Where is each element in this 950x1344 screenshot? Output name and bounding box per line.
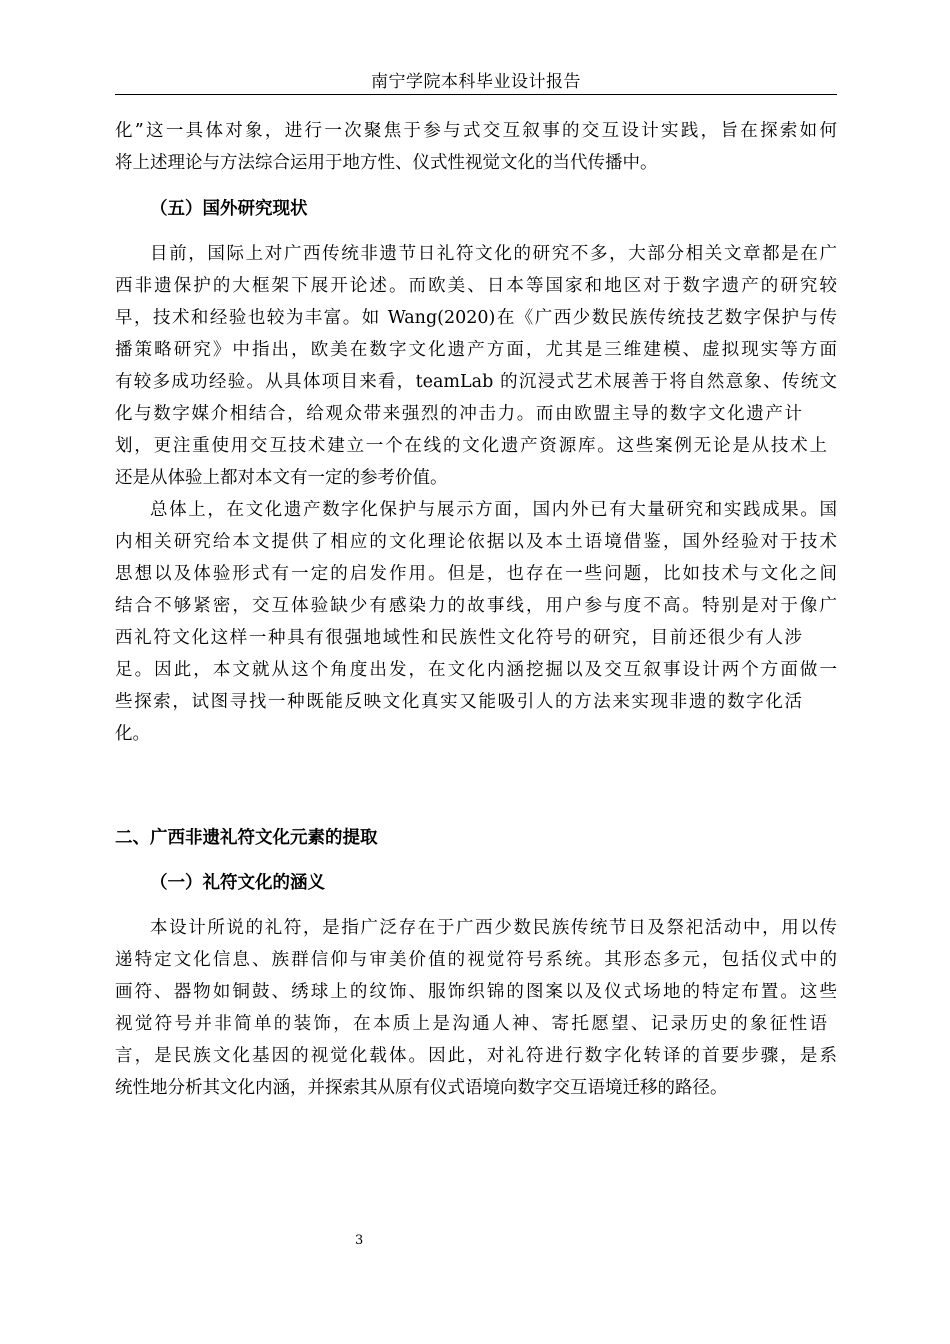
paragraph-line: 西礼符文化这样一种具有很强地域性和民族性文化符号的研究，目前还很少有人涉	[115, 628, 802, 648]
header-divider	[115, 94, 837, 95]
paragraph-line: 早，技术和经验也较为丰富。如 Wang(2020)在《广西少数民族传统技艺数字保护与传	[115, 308, 837, 328]
paragraph-line: 足。因此，本文就从这个角度出发，在文化内涵挖掘以及交互叙事设计两个方面做一	[115, 660, 837, 680]
paragraph-line: 有较多成功经验。从具体项目来看，teamLab 的沉浸式艺术展善于将自然意象、传统文	[115, 372, 837, 392]
paragraph-line: 言，是民族文化基因的视觉化载体。因此，对礼符进行数字化转译的首要步骤，是系	[115, 1046, 837, 1066]
paragraph-line: 画符、器物如铜鼓、绣球上的纹饰、服饰织锦的图案以及仪式场地的特定布置。这些	[115, 982, 837, 1002]
paragraph-line: 思想以及体验形式有一定的启发作用。但是，也存在一些问题，比如技术与文化之间	[115, 564, 837, 584]
page-header-title: 南宁学院本科毕业设计报告	[371, 72, 581, 92]
section-heading: （五）国外研究现状	[150, 199, 308, 219]
paragraph-line: 些探索，试图寻找一种既能反映文化真实又能吸引人的方法来实现非遗的数字化活	[115, 692, 802, 712]
paragraph-line: 划，更注重使用交互技术建立一个在线的文化遗产资源库。这些案例无论是从技术上	[115, 436, 827, 456]
paragraph-line: 递特定文化信息、族群信仰与审美价值的视觉符号系统。其形态多元，包括仪式中的	[115, 950, 837, 970]
paragraph-line: 化”这一具体对象，进行一次聚焦于参与式交互叙事的交互设计实践，旨在探索如何	[115, 121, 837, 141]
paragraph-line: 将上述理论与方法综合运用于地方性、仪式性视觉文化的当代传播中。	[115, 153, 658, 173]
paragraph-line: 视觉符号并非简单的装饰，在本质上是沟通人神、寄托愿望、记录历史的象征性语	[115, 1014, 827, 1034]
paragraph-line: 化与数字媒介相结合，给观众带来强烈的冲击力。而由欧盟主导的数字文化遗产计	[115, 404, 802, 424]
paragraph-line: 西非遗保护的大框架下展开论述。而欧美、日本等国家和地区对于数字遗产的研究较	[115, 276, 837, 296]
subsection-heading: （一）礼符文化的涵义	[150, 873, 325, 893]
paragraph-line: 本设计所说的礼符，是指广泛存在于广西少数民族传统节日及祭祀活动中，用以传	[150, 918, 837, 938]
page-number: 3	[355, 1233, 364, 1248]
paragraph-line: 播策略研究》中指出，欧美在数字文化遗产方面，尤其是三维建模、虚拟现实等方面	[115, 340, 837, 360]
paragraph-line: 结合不够紧密，交互体验缺少有感染力的故事线，用户参与度不高。特别是对于像广	[115, 596, 837, 616]
paragraph-line: 目前，国际上对广西传统非遗节日礼符文化的研究不多，大部分相关文章都是在广	[150, 244, 837, 264]
paragraph-line: 统性地分析其文化内涵，并探索其从原有仪式语境向数字交互语境迁移的路径。	[115, 1078, 728, 1098]
chapter-heading: 二、广西非遗礼符文化元素的提取	[115, 828, 378, 848]
paragraph-line: 化。	[115, 724, 150, 744]
paragraph-line: 总体上，在文化遗产数字化保护与展示方面，国内外已有大量研究和实践成果。国	[150, 500, 837, 520]
paragraph-line: 还是从体验上都对本文有一定的参考价值。	[115, 468, 448, 488]
paragraph-line: 内相关研究给本文提供了相应的文化理论依据以及本土语境借鉴，国外经验对于技术	[115, 532, 837, 552]
